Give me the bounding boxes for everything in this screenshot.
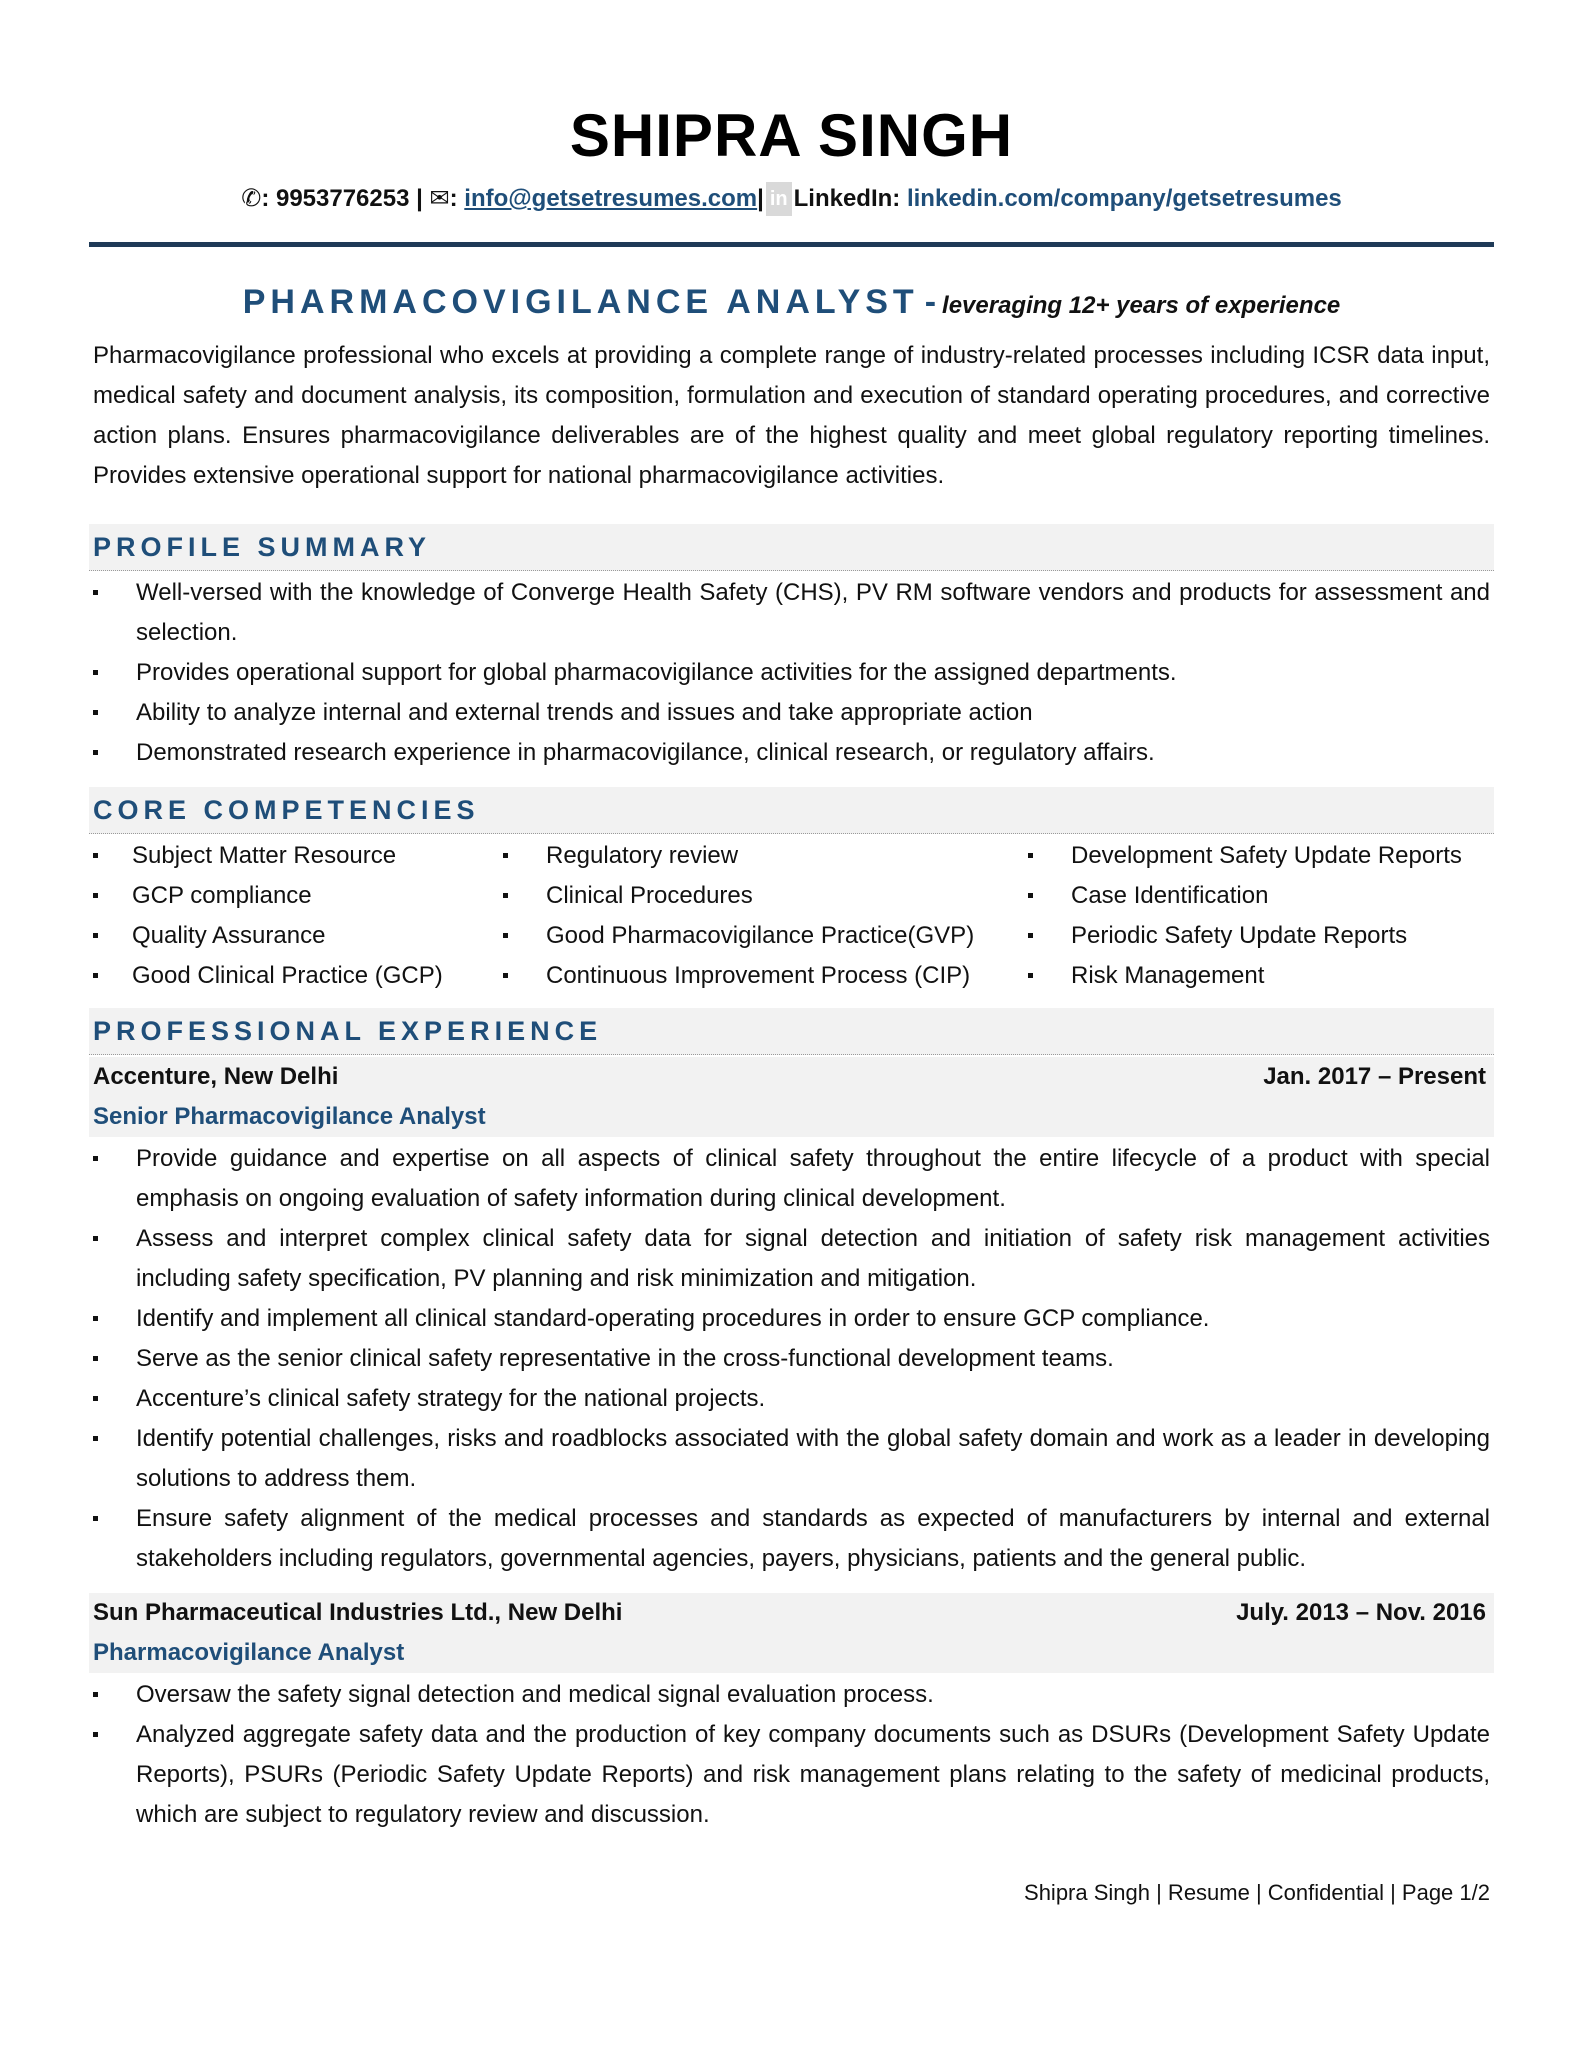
email-link[interactable]: info@getsetresumes.com bbox=[464, 185, 758, 212]
list-item: Ability to analyze internal and external trends and issues and take appropriate action bbox=[89, 693, 1494, 733]
competencies-grid bbox=[89, 836, 1494, 996]
job-bullets-sun-pharma bbox=[89, 1675, 1494, 1835]
list-item: Clinical Procedures bbox=[499, 876, 1024, 916]
competencies-column-3 bbox=[1024, 836, 1494, 996]
job-company: Sun Pharmaceutical Industries Ltd., New Delhi bbox=[93, 1599, 623, 1626]
header-divider bbox=[89, 242, 1494, 247]
profile-summary-list bbox=[89, 573, 1494, 773]
list-item: Oversaw the safety signal detection and medical signal evaluation process. bbox=[89, 1675, 1494, 1715]
section-heading-core-competencies: CORE COMPETENCIES bbox=[89, 787, 1494, 834]
job-title: Senior Pharmacovigilance Analyst bbox=[93, 1103, 486, 1130]
list-item: Assess and interpret complex clinical safety data for signal detection and initiation of safety risk management activities including safety specification, PV planning and risk minimization and mitigation. bbox=[89, 1219, 1494, 1299]
list-item: Provide guidance and expertise on all aspects of clinical safety throughout the entire lifecycle of a product with special emphasis on ongoing evaluation of safety information during clinical development. bbox=[89, 1139, 1494, 1219]
list-item: Identify potential challenges, risks and roadblocks associated with the global safety domain and work as a leader in developing solutions to address them. bbox=[89, 1419, 1494, 1499]
contact-separator: | bbox=[757, 185, 764, 212]
list-item: Periodic Safety Update Reports bbox=[1024, 916, 1494, 956]
job-bullets-accenture bbox=[89, 1139, 1494, 1579]
list-item: Analyzed aggregate safety data and the production of key company documents such as DSURs (Development Safety Update Reports), PSURs (Periodic Safety Update Reports) and risk management plans relating to the safety of medicinal products, which are subject to regulatory review and discussion. bbox=[89, 1715, 1494, 1835]
headline-dash: - bbox=[924, 283, 937, 321]
phone-number: ✆: 9953776253 | bbox=[241, 185, 423, 212]
page-footer: Shipra Singh | Resume | Confidential | Page 1/2 bbox=[1024, 1880, 1490, 1905]
list-item: Quality Assurance bbox=[89, 916, 499, 956]
list-item: Well-versed with the knowledge of Converge Health Safety (CHS), PV RM software vendors and products for assessment and selection. bbox=[89, 573, 1494, 653]
job-company: Accenture, New Delhi bbox=[93, 1063, 339, 1090]
list-item: GCP compliance bbox=[89, 876, 499, 916]
job-company-row bbox=[93, 1593, 1486, 1633]
summary-paragraph: Pharmacovigilance professional who excels at providing a complete range of industry-related processes including ICSR data input, medical safety and document analysis, its composition, formulation and execution of standard operating procedures, and corrective action plans. Ensures pharmacovigilance deliverables are of the highest quality and meet global regulatory reporting timelines. Provides extensive operational support for national pharmacovigilance activities. bbox=[93, 342, 1490, 489]
linkedin-icon: in bbox=[766, 182, 792, 216]
email-icon: ✉: bbox=[429, 185, 458, 212]
list-item: Accenture’s clinical safety strategy for the national projects. bbox=[89, 1379, 1494, 1419]
job-title: Pharmacovigilance Analyst bbox=[93, 1639, 405, 1666]
linkedin-link[interactable]: linkedin.com/company/getsetresumes bbox=[906, 185, 1342, 212]
experience-tagline: leveraging 12+ years of experience bbox=[942, 292, 1341, 319]
list-item: Continuous Improvement Process (CIP) bbox=[499, 956, 1024, 996]
competencies-column-2 bbox=[499, 836, 1024, 996]
contact-line bbox=[89, 182, 1494, 216]
list-item: Serve as the senior clinical safety representative in the cross-functional development teams. bbox=[89, 1339, 1494, 1379]
headline bbox=[89, 281, 1494, 330]
list-item: Good Pharmacovigilance Practice(GVP) bbox=[499, 916, 1024, 956]
section-heading-profile-summary: PROFILE SUMMARY bbox=[89, 524, 1494, 571]
resume-content bbox=[89, 96, 1494, 1835]
list-item: Provides operational support for global pharmacovigilance activities for the assigned departments. bbox=[89, 653, 1494, 693]
job-header-accenture bbox=[89, 1057, 1494, 1137]
job-company-row bbox=[93, 1057, 1486, 1097]
linkedin-label: LinkedIn: bbox=[793, 185, 901, 212]
list-item: Regulatory review bbox=[499, 836, 1024, 876]
list-item: Risk Management bbox=[1024, 956, 1494, 996]
list-item: Identify and implement all clinical standard-operating procedures in order to ensure GCP compliance. bbox=[89, 1299, 1494, 1339]
job-dates: July. 2013 – Nov. 2016 bbox=[1236, 1599, 1486, 1626]
list-item: Case Identification bbox=[1024, 876, 1494, 916]
list-item: Demonstrated research experience in pharmacovigilance, clinical research, or regulatory affairs. bbox=[89, 733, 1494, 773]
job-header-sun-pharma bbox=[89, 1593, 1494, 1673]
list-item: Subject Matter Resource bbox=[89, 836, 499, 876]
section-heading-professional-experience: PROFESSIONAL EXPERIENCE bbox=[89, 1008, 1494, 1055]
list-item: Good Clinical Practice (GCP) bbox=[89, 956, 499, 996]
list-item: Ensure safety alignment of the medical processes and standards as expected of manufacturers by internal and external stakeholders including regulators, governmental agencies, payers, physicians, patients and the general public. bbox=[89, 1499, 1494, 1579]
candidate-name: SHIPRA SINGH bbox=[569, 102, 1014, 169]
job-dates: Jan. 2017 – Present bbox=[1263, 1063, 1486, 1090]
job-role-title: PHARMACOVIGILANCE ANALYST bbox=[242, 283, 919, 321]
competencies-column-1 bbox=[89, 836, 499, 996]
list-item: Development Safety Update Reports bbox=[1024, 836, 1494, 876]
